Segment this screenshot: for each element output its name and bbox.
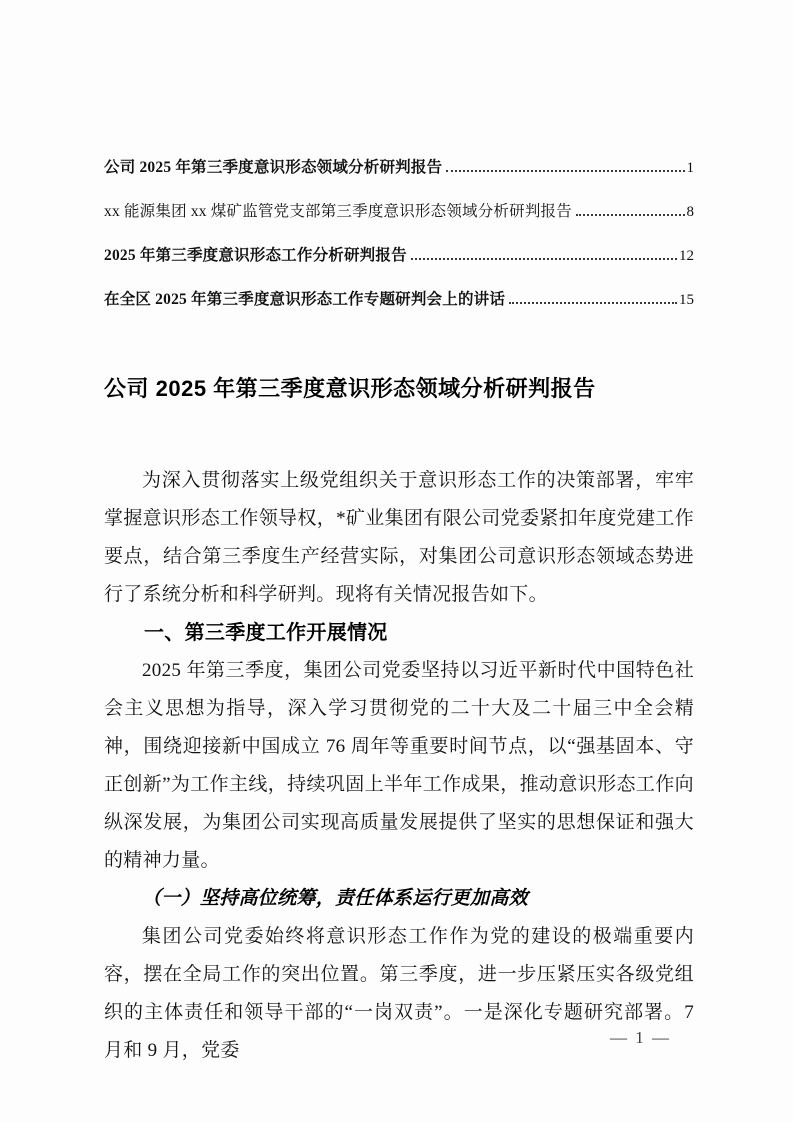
section-heading2: （一）坚持高位统筹，责任体系运行更加高效: [142, 888, 529, 909]
toc-item-title: 公司 2025 年第三季度意识形态领域分析研判报告: [104, 159, 443, 176]
toc-dotted-leader: [509, 302, 677, 304]
toc-item[interactable]: [104, 290, 694, 310]
page-number: — 1 —: [610, 1028, 671, 1047]
toc-item-title: 2025 年第三季度意识形态工作分析研判报告: [104, 247, 407, 264]
toc-item[interactable]: [104, 202, 694, 222]
table-of-contents: [104, 158, 694, 310]
document-body: [104, 462, 694, 1070]
body-paragraph: 集团公司党委始终将意识形态工作作为党的建设的极端重要内容，摆在全局工作的突出位置。第三季度，进一步压紧压实各级党组织的主体责任和领导干部的“一岗双责”。一是深化专题研究部署。7 月和 9 月，党委: [104, 926, 694, 1061]
toc-dotted-leader: [446, 170, 684, 172]
toc-item[interactable]: [104, 246, 694, 266]
toc-dotted-leader: [411, 258, 677, 260]
toc-item-title: xx 能源集团 xx 煤矿监管党支部第三季度意识形态领域分析研判报告: [104, 203, 572, 220]
section-heading1: 一、第三季度工作开展情况: [144, 622, 388, 644]
toc-page-number: 12: [679, 248, 694, 264]
page-content: [104, 158, 694, 1070]
document-title: 公司 2025 年第三季度意识形态领域分析研判报告: [104, 376, 596, 401]
toc-page-number: 1: [686, 160, 694, 176]
toc-dotted-leader: [576, 214, 685, 216]
body-paragraph: 2025 年第三季度，集团公司党委坚持以习近平新时代中国特色社会主义思想为指导，深入学习贯彻党的二十大及二十届三中全会精神，围绕迎接新中国成立 76 周年等重要时间节点，以“强基固本、守正创新”为工作主线，持续巩固上半年工作成果，推动意识形态工作向纵深发展，为集团公司实现高质量发展提供了坚实的思想保证和强大的精神力量。: [104, 660, 694, 871]
toc-item-title: 在全区 2025 年第三季度意识形态工作专题研判会上的讲话: [104, 291, 506, 308]
body-paragraph: 为深入贯彻落实上级党组织关于意识形态工作的决策部署，牢牢掌握意识形态工作领导权，*矿业集团有限公司党委紧扣年度党建工作要点，结合第三季度生产经营实际，对集团公司意识形态领域态势进行了系统分析和科学研判。现将有关情况报告如下。: [104, 470, 694, 605]
toc-item[interactable]: [104, 158, 694, 178]
toc-page-number: 8: [686, 204, 694, 220]
toc-page-number: 15: [679, 292, 694, 308]
page-footer: [610, 1028, 671, 1048]
